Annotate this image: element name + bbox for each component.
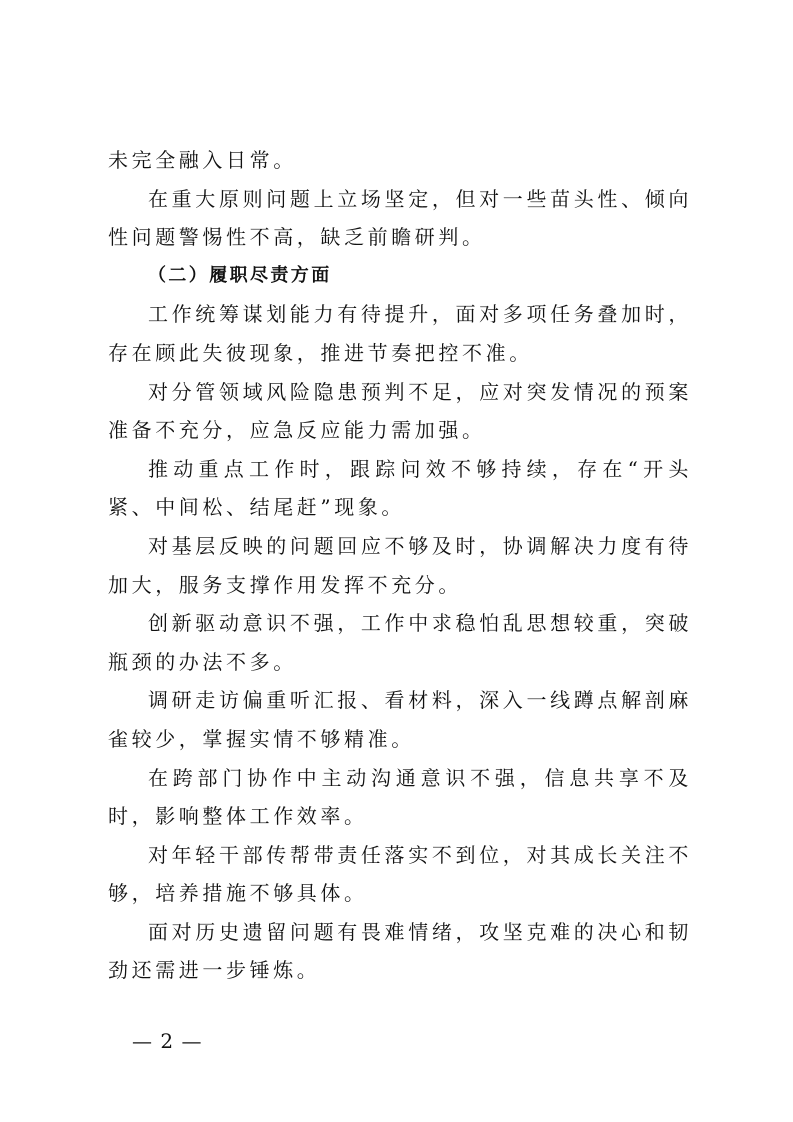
document-body — [108, 141, 692, 990]
paragraph-continuation: 未完全融入日常。 — [108, 148, 297, 172]
paragraph-historical-issues: 面对历史遗留问题有畏难情绪，攻坚克难的决心和韧劲还需进一步锤炼。 — [108, 919, 692, 983]
paragraph-key-work-follow-up: 推动重点工作时，跟踪问效不够持续，存在“开头紧、中间松、结尾赶”现象。 — [108, 456, 692, 520]
paragraph-young-cadres: 对年轻干部传帮带责任落实不到位，对其成长关注不够，培养措施不够具体。 — [108, 842, 692, 906]
paragraph-political-vigilance: 在重大原则问题上立场坚定，但对一些苗头性、倾向性问题警惕性不高，缺乏前瞻研判。 — [108, 186, 692, 250]
paragraph-planning-ability: 工作统筹谋划能力有待提升，面对多项任务叠加时，存在顾此失彼现象，推进节奏把控不准。 — [108, 302, 692, 365]
paragraph-cross-department: 在跨部门协作中主动沟通意识不强，信息共享不及时，影响整体工作效率。 — [108, 765, 692, 829]
page-number: — 2 — — [132, 1029, 203, 1053]
paragraph-grassroots-response: 对基层反映的问题回应不够及时，协调解决力度有待加大，服务支撑作用发挥不充分。 — [108, 533, 692, 597]
section-heading-duty-performance: （二）履职尽责方面 — [148, 264, 332, 286]
paragraph-risk-prediction: 对分管领域风险隐患预判不足，应对突发情况的预案准备不充分，应急反应能力需加强。 — [108, 379, 692, 443]
paragraph-innovation: 创新驱动意识不强，工作中求稳怕乱思想较重，突破瓶颈的办法不多。 — [108, 611, 692, 674]
paragraph-research-visits: 调研走访偏重听汇报、看材料，深入一线蹲点解剖麻雀较少，掌握实情不够精准。 — [108, 688, 692, 751]
